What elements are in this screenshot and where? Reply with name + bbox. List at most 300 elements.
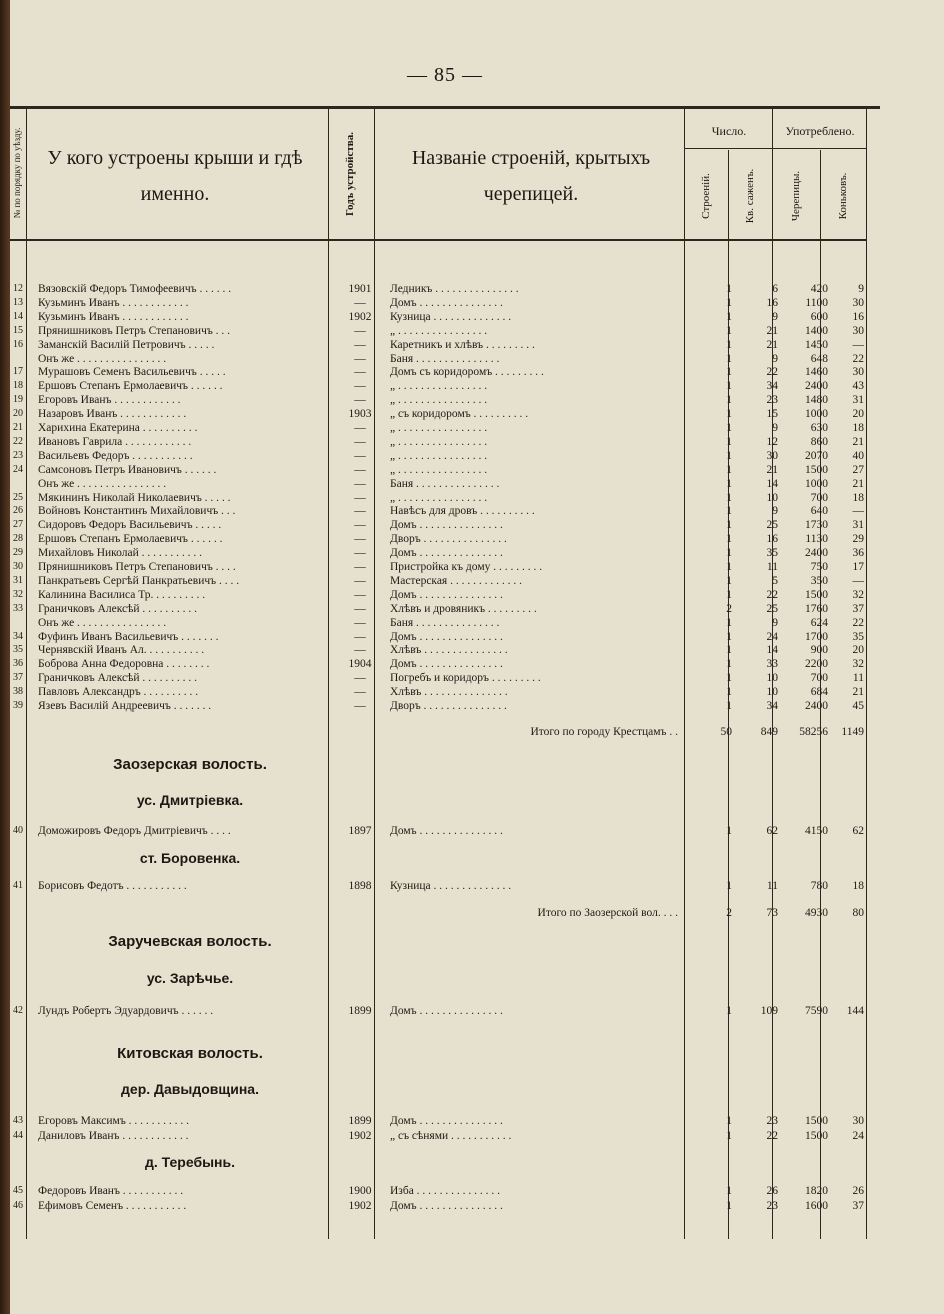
cell-n4: 20 xyxy=(852,408,864,421)
total-label: Итого по Заозерской вол. . . . xyxy=(537,907,678,919)
cell-n3: 860 xyxy=(810,435,828,448)
cell-n4: 30 xyxy=(852,296,864,309)
cell-n3: 2070 xyxy=(805,449,828,462)
total-n3: 4930 xyxy=(805,907,828,919)
cell-name: Харихина Екатерина . . . . . . . . . . xyxy=(38,422,198,434)
cell-n1: 1 xyxy=(726,588,732,601)
cell-num: 29 xyxy=(13,547,23,559)
cell-year: — xyxy=(354,463,366,476)
cell-n1: 1 xyxy=(726,644,732,657)
cell-name: Заманскій Василій Петровичъ . . . . . xyxy=(38,338,215,351)
page-number: — 85 — xyxy=(407,64,483,86)
cell-n2: 35 xyxy=(766,547,778,560)
cell-n1: 1 xyxy=(726,366,732,379)
cell-bld: Каретникъ и хлѣвъ . . . . . . . . . xyxy=(390,338,535,351)
table-row xyxy=(10,310,880,324)
table-row: 44 Даниловъ Иванъ . . . . . . . . . . . . 1902 „ съ сѣнями . . . . . . . . . . . 1 22 1500 24 xyxy=(13,1130,864,1142)
table-row xyxy=(10,671,880,685)
cell-n2: 9 xyxy=(772,352,778,365)
cell-year: — xyxy=(354,533,366,546)
cell-bld: Мастерская . . . . . . . . . . . . . xyxy=(390,574,522,587)
cell-n2: 22 xyxy=(766,588,778,601)
cell-name: Фуфинъ Иванъ Васильевичъ . . . . . . . xyxy=(38,630,219,643)
header-year: Годъ устройства. xyxy=(344,132,356,216)
cell-n1: 1 xyxy=(726,449,732,462)
cell-n3: 1460 xyxy=(805,366,828,379)
cell-n2: 25 xyxy=(766,602,778,615)
cell-num: 34 xyxy=(13,630,23,642)
cell-n2: 5 xyxy=(772,574,778,587)
header-owner: У кого устроены крыши и гдѣ именно. xyxy=(47,147,303,205)
cell-n3: 420 xyxy=(810,283,828,295)
table-row xyxy=(10,574,880,588)
cell-n3: 600 xyxy=(810,310,828,323)
total-zaozer-row xyxy=(10,907,880,923)
cell-n2: 10 xyxy=(766,491,778,504)
cell-n4: 22 xyxy=(852,352,864,365)
cell-n2: 24 xyxy=(766,630,778,643)
cell-num: 12 xyxy=(13,283,23,294)
cell-n2: 6 xyxy=(772,283,778,295)
total-city-row xyxy=(10,726,880,742)
section-kitovskaya: Китовская волость. xyxy=(117,1045,263,1062)
cell-n4: 27 xyxy=(852,463,864,476)
table-row xyxy=(10,532,880,546)
cell-n2: 21 xyxy=(766,463,778,476)
cell-year: — xyxy=(354,686,366,699)
cell-n3: 2400 xyxy=(805,700,828,712)
cell-n4: — xyxy=(852,574,864,587)
cell-n2: 12 xyxy=(766,435,778,448)
cell-n1: 1 xyxy=(726,352,732,365)
cell-n1: 1 xyxy=(726,519,732,532)
cell-n2: 15 xyxy=(766,408,778,421)
cell-name: Чернявскій Иванъ Ал. . . . . . . . . . . xyxy=(38,644,205,657)
cell-n3: 1480 xyxy=(805,394,828,407)
cell-year: — xyxy=(354,435,366,448)
cell-num: 27 xyxy=(13,519,23,531)
cell-year: — xyxy=(354,380,366,393)
cell-n3: 750 xyxy=(810,561,828,573)
cell-bld: „ съ коридоромъ . . . . . . . . . . xyxy=(390,408,529,421)
cell-bld: Навѣсъ для дровъ . . . . . . . . . . xyxy=(390,505,535,518)
cell-n1: 1 xyxy=(726,380,732,393)
cell-name: Кузьминъ Иванъ . . . . . . . . . . . . xyxy=(38,310,189,323)
total-n1: 50 xyxy=(720,726,732,738)
table-row xyxy=(10,449,880,463)
cell-n1: 1 xyxy=(726,533,732,546)
cell-n4: 32 xyxy=(852,658,864,671)
cell-n4: 22 xyxy=(852,616,864,629)
cell-num: 18 xyxy=(13,380,23,392)
cell-n2: 14 xyxy=(766,477,778,490)
cell-bld: Домъ . . . . . . . . . . . . . . . xyxy=(390,296,503,309)
total-n4: 80 xyxy=(852,907,864,919)
cell-year: — xyxy=(354,588,366,601)
cell-name: Язевъ Василій Андреевичъ . . . . . . . xyxy=(38,700,212,712)
header-top-rule xyxy=(10,106,880,109)
cell-n2: 21 xyxy=(766,324,778,337)
cell-n1: 1 xyxy=(726,672,732,685)
table-row xyxy=(10,643,880,657)
cell-name: Прянишниковъ Петръ Степановичъ . . . xyxy=(38,324,231,337)
cell-n3: 350 xyxy=(810,574,828,587)
cell-n2: 14 xyxy=(766,644,778,657)
cell-bld: Хлѣвъ . . . . . . . . . . . . . . . xyxy=(390,686,508,699)
cell-n3: 2200 xyxy=(805,658,828,671)
cell-n1: 1 xyxy=(726,574,732,587)
cell-bld: „ . . . . . . . . . . . . . . . . xyxy=(390,491,488,504)
table-row xyxy=(10,657,880,671)
cell-year: — xyxy=(354,296,366,309)
table-row xyxy=(10,588,880,602)
cell-bld: Домъ . . . . . . . . . . . . . . . xyxy=(390,519,503,532)
header-side-label: № по порядку по уѣзду. xyxy=(12,127,22,219)
cell-year: — xyxy=(354,422,366,434)
cell-name: Сидоровъ Федоръ Васильевичъ . . . . . xyxy=(38,519,222,532)
header-used-group: Употреблено. xyxy=(785,124,855,138)
table-row xyxy=(10,365,880,379)
cell-name: Назаровъ Иванъ . . . . . . . . . . . . xyxy=(38,408,187,421)
cell-bld: Хлѣвъ . . . . . . . . . . . . . . . xyxy=(390,644,508,657)
table-row xyxy=(10,352,880,366)
table-row xyxy=(10,616,880,630)
cell-year: — xyxy=(354,324,366,337)
section-zarechye: ус. Зарѣчье. xyxy=(146,970,234,986)
cell-num: 37 xyxy=(13,672,23,684)
cell-n4: 37 xyxy=(852,602,864,615)
section-zaozerskaya: Заозерская волость. xyxy=(113,756,267,773)
table-row: 45 Федоровъ Иванъ . . . . . . . . . . . 1900 Изба . . . . . . . . . . . . . . . 1 26 1820 26 xyxy=(13,1185,864,1197)
cell-n1: 1 xyxy=(726,616,732,629)
cell-n1: 1 xyxy=(726,491,732,504)
cell-num: 22 xyxy=(13,435,23,447)
cell-name: Граничковъ Алексѣй . . . . . . . . . . xyxy=(38,672,198,685)
header-col-sazhen: Кв. саженъ. xyxy=(744,168,756,224)
cell-year: — xyxy=(354,574,366,587)
cell-num: 21 xyxy=(13,422,23,433)
table-row: 43 Егоровъ Максимъ . . . . . . . . . . . 1899 Домъ . . . . . . . . . . . . . . . 1 23 1500 30 xyxy=(13,1115,864,1127)
cell-bld: Дворъ . . . . . . . . . . . . . . . xyxy=(390,533,507,546)
cell-n3: 2400 xyxy=(805,380,828,393)
table-row xyxy=(10,435,880,449)
cell-name: Онъ же . . . . . . . . . . . . . . . . xyxy=(38,352,167,365)
cell-num: 31 xyxy=(13,574,23,586)
table-row: 41 Борисовъ Федотъ . . . . . . . . . . . 1898 Кузница . . . . . . . . . . . . . . 1 11 780 18 xyxy=(13,880,864,892)
cell-num: 16 xyxy=(13,338,23,350)
cell-n2: 30 xyxy=(766,449,778,462)
cell-year: — xyxy=(354,505,366,518)
header-col-buildings: Строеній. xyxy=(700,173,712,219)
cell-name: Васильевъ Федоръ . . . . . . . . . . . xyxy=(38,449,193,462)
cell-bld: Кузница . . . . . . . . . . . . . . xyxy=(390,310,512,323)
cell-year: 1903 xyxy=(348,408,372,421)
cell-bld: Пристройка къ дому . . . . . . . . . xyxy=(390,561,543,573)
cell-bld: Хлѣвъ и дровяникъ . . . . . . . . . xyxy=(390,602,537,615)
cell-name: Павловъ Александръ . . . . . . . . . . xyxy=(38,686,199,699)
cell-bld: Домъ . . . . . . . . . . . . . . . xyxy=(390,588,503,601)
cell-n3: 700 xyxy=(810,491,828,504)
cell-name: Ивановъ Гаврила . . . . . . . . . . . . xyxy=(38,435,192,448)
cell-n1: 1 xyxy=(726,463,732,476)
cell-bld: „ . . . . . . . . . . . . . . . . xyxy=(390,463,488,476)
cell-bld: Домъ съ коридоромъ . . . . . . . . . xyxy=(390,366,544,379)
cell-n2: 9 xyxy=(772,310,778,323)
cell-n3: 1730 xyxy=(805,519,828,532)
cell-n4: 32 xyxy=(852,588,864,601)
section-zaruchevskaya: Заручевская волость. xyxy=(108,933,272,950)
cell-bld: Баня . . . . . . . . . . . . . . . xyxy=(390,477,500,490)
cell-bld: „ . . . . . . . . . . . . . . . . xyxy=(390,449,488,462)
cell-n4: 40 xyxy=(852,449,864,462)
cell-n4: 31 xyxy=(852,519,864,532)
cell-n1: 1 xyxy=(726,630,732,643)
table-row: 42 Лундъ Робертъ Эдуардовичъ . . . . . . 1899 Домъ . . . . . . . . . . . . . . . 1 109 7590 144 xyxy=(13,1005,864,1017)
cell-n2: 16 xyxy=(766,533,778,546)
cell-year: — xyxy=(354,449,366,462)
cell-n3: 1130 xyxy=(805,533,828,546)
table-row xyxy=(10,699,880,713)
cell-year: 1901 xyxy=(348,283,372,295)
table-row xyxy=(10,518,880,532)
cell-n3: 1400 xyxy=(805,324,828,337)
cell-bld: Погребъ и коридоръ . . . . . . . . . xyxy=(390,672,541,685)
table-row xyxy=(10,338,880,352)
cell-num: 17 xyxy=(13,366,23,378)
cell-n2: 9 xyxy=(772,505,778,518)
cell-n3: 630 xyxy=(810,422,828,434)
cell-n2: 9 xyxy=(772,422,778,434)
cell-n1: 2 xyxy=(726,602,732,615)
cell-n2: 34 xyxy=(766,380,778,393)
cell-n1: 1 xyxy=(726,477,732,490)
page xyxy=(10,0,944,1314)
cell-year: — xyxy=(354,519,366,532)
cell-name: Войновъ Константинъ Михайловичъ . . . xyxy=(38,505,236,518)
total-label: Итого по городу Крестцамъ . . xyxy=(530,726,678,738)
cell-n4: 29 xyxy=(852,533,864,546)
cell-n4: 16 xyxy=(852,310,864,323)
cell-n4: 43 xyxy=(852,380,864,393)
cell-year: — xyxy=(354,394,366,407)
cell-n1: 1 xyxy=(726,408,732,421)
table-row xyxy=(10,393,880,407)
total-n4: 1149 xyxy=(841,726,864,738)
cell-n4: 18 xyxy=(852,491,864,504)
table-row xyxy=(10,421,880,435)
table-row: 40 Доможировъ Федоръ Дмитріевичъ . . . . 1897 Домъ . . . . . . . . . . . . . . . 1 62 4150 62 xyxy=(13,825,864,837)
cell-name: Егоровъ Иванъ . . . . . . . . . . . . xyxy=(38,394,181,407)
cell-year: — xyxy=(354,672,366,685)
cell-n3: 900 xyxy=(810,644,828,657)
cell-num: 36 xyxy=(13,658,23,670)
cell-n3: 1760 xyxy=(805,602,828,615)
cell-n4: 36 xyxy=(852,547,864,560)
cell-bld: Ледникъ . . . . . . . . . . . . . . . xyxy=(390,283,519,295)
cell-n2: 34 xyxy=(766,700,778,712)
cell-num: 24 xyxy=(13,463,23,475)
section-davydovshchina: дер. Давыдовщина. xyxy=(121,1081,259,1097)
section-terebyn: д. Теребынь. xyxy=(144,1154,235,1170)
cell-num: 13 xyxy=(13,296,23,308)
cell-num: 33 xyxy=(13,602,23,614)
cell-num: 25 xyxy=(13,491,23,503)
cell-n3: 1500 xyxy=(805,588,828,601)
cell-name: Самсоновъ Петръ Ивановичъ . . . . . . xyxy=(38,463,217,476)
cell-year: — xyxy=(354,338,366,351)
cell-n4: 17 xyxy=(852,561,864,573)
cell-n1: 1 xyxy=(726,686,732,699)
cell-n1: 1 xyxy=(726,394,732,407)
cell-name: Граничковъ Алексѣй . . . . . . . . . . xyxy=(38,602,198,615)
cell-n4: — xyxy=(852,505,864,518)
cell-bld: „ . . . . . . . . . . . . . . . . xyxy=(390,380,488,393)
cell-name: Панкратьевъ Сергѣй Панкратьевичъ . . . . xyxy=(38,574,240,587)
table-row xyxy=(10,602,880,616)
table-row xyxy=(10,463,880,477)
cell-num: 39 xyxy=(13,700,23,711)
table-row xyxy=(10,379,880,393)
cell-n4: 21 xyxy=(852,435,864,448)
total-n2: 73 xyxy=(766,907,778,919)
cell-num: 20 xyxy=(13,408,23,420)
cell-n1: 1 xyxy=(726,435,732,448)
cell-n3: 1700 xyxy=(805,630,828,643)
header-count-group: Число. xyxy=(711,124,747,138)
cell-year: — xyxy=(354,616,366,629)
cell-n3: 2400 xyxy=(805,547,828,560)
cell-n4: — xyxy=(852,338,864,351)
cell-n1: 1 xyxy=(726,547,732,560)
table-row xyxy=(10,324,880,338)
cell-n4: 30 xyxy=(852,366,864,379)
cell-year: — xyxy=(354,561,366,573)
cell-n2: 10 xyxy=(766,672,778,685)
cell-name: Ершовъ Степанъ Ермолаевичъ . . . . . . xyxy=(38,533,223,546)
table-row xyxy=(10,491,880,505)
cell-year: 1902 xyxy=(348,310,372,323)
cell-name: Михайловъ Николай . . . . . . . . . . . xyxy=(38,547,202,560)
cell-year: — xyxy=(354,700,366,712)
cell-n2: 25 xyxy=(766,519,778,532)
total-n2: 849 xyxy=(760,726,778,738)
total-n3: 58256 xyxy=(799,726,828,738)
cell-n3: 1100 xyxy=(805,296,828,309)
section-borovenka: ст. Боровенка. xyxy=(139,850,241,866)
cell-n1: 1 xyxy=(726,561,732,573)
cell-n4: 45 xyxy=(852,700,864,712)
cell-num: 35 xyxy=(13,644,23,656)
cell-n3: 648 xyxy=(810,352,828,365)
table-row xyxy=(10,407,880,421)
cell-n3: 1000 xyxy=(805,408,828,421)
header-col-tiles: Черепицы. xyxy=(790,170,802,222)
cell-n4: 30 xyxy=(852,324,864,337)
cell-name: Ершовъ Степанъ Ермолаевичъ . . . . . . xyxy=(38,380,223,393)
cell-name: Кузьминъ Иванъ . . . . . . . . . . . . xyxy=(38,296,189,309)
cell-n1: 1 xyxy=(726,310,732,323)
cell-num: 38 xyxy=(13,686,23,698)
cell-n1: 1 xyxy=(726,658,732,671)
cell-bld: Домъ . . . . . . . . . . . . . . . xyxy=(390,658,503,671)
cell-year: — xyxy=(354,366,366,379)
cell-year: 1904 xyxy=(348,658,372,671)
cell-n2: 22 xyxy=(766,366,778,379)
cell-year: — xyxy=(354,644,366,657)
cell-num: 19 xyxy=(13,394,23,406)
cell-n2: 11 xyxy=(766,561,778,573)
cell-year: — xyxy=(354,547,366,560)
table-row xyxy=(10,296,880,310)
cell-year: — xyxy=(354,630,366,643)
cell-n2: 33 xyxy=(766,658,778,671)
cell-n2: 23 xyxy=(766,394,778,407)
cell-name: Мякининъ Николай Николаевичъ . . . . . xyxy=(38,491,231,504)
cell-name: Онъ же . . . . . . . . . . . . . . . . xyxy=(38,477,167,490)
cell-n4: 11 xyxy=(852,672,864,685)
cell-bld: „ . . . . . . . . . . . . . . . . xyxy=(390,435,488,448)
cell-bld: Домъ . . . . . . . . . . . . . . . xyxy=(390,630,503,643)
cell-num: 32 xyxy=(13,588,23,600)
cell-n3: 684 xyxy=(810,686,828,699)
cell-n1: 1 xyxy=(726,338,732,351)
cell-n4: 9 xyxy=(858,283,864,295)
table-row xyxy=(10,546,880,560)
cell-name: Боброва Анна Федоровна . . . . . . . . xyxy=(38,658,210,671)
cell-n4: 21 xyxy=(852,686,864,699)
header-building: Названіе строеній, крытыхъ черепицей. xyxy=(411,147,651,205)
cell-n1: 1 xyxy=(726,296,732,309)
header-col-ridges: Коньковъ. xyxy=(837,172,849,220)
section-dmitrievka: ус. Дмитріевка. xyxy=(136,792,244,808)
cell-num: 23 xyxy=(13,449,23,461)
table-row xyxy=(10,630,880,644)
cell-n4: 20 xyxy=(852,644,864,657)
cell-num: 30 xyxy=(13,561,23,572)
table-row xyxy=(10,685,880,699)
cell-n1: 1 xyxy=(726,700,732,712)
cell-bld: „ . . . . . . . . . . . . . . . . xyxy=(390,394,488,407)
cell-bld: „ . . . . . . . . . . . . . . . . xyxy=(390,422,488,434)
cell-name: Калинина Василиса Тр. . . . . . . . . . xyxy=(38,588,206,601)
cell-num: 26 xyxy=(13,505,23,517)
cell-name: Мурашовъ Семенъ Васильевичъ . . . . . xyxy=(38,366,226,379)
cell-n2: 21 xyxy=(766,338,778,351)
table-row xyxy=(10,560,880,574)
cell-n1: 1 xyxy=(726,422,732,434)
cell-bld: Домъ . . . . . . . . . . . . . . . xyxy=(390,547,503,560)
table-row xyxy=(10,282,880,296)
table-row xyxy=(10,504,880,518)
cell-year: — xyxy=(354,491,366,504)
cell-n1: 1 xyxy=(726,283,732,295)
cell-bld: „ . . . . . . . . . . . . . . . . xyxy=(390,324,488,337)
cell-n4: 31 xyxy=(852,394,864,407)
header-bottom-rule xyxy=(10,239,866,241)
cell-n3: 640 xyxy=(810,505,828,518)
cell-bld: Баня . . . . . . . . . . . . . . . xyxy=(390,352,500,365)
table-row: 46 Ефимовъ Семенъ . . . . . . . . . . . 1902 Домъ . . . . . . . . . . . . . . . 1 23 1600 37 xyxy=(13,1200,864,1212)
cell-year: — xyxy=(354,352,366,365)
cell-n3: 1450 xyxy=(805,338,828,351)
cell-n4: 35 xyxy=(852,630,864,643)
cell-n2: 9 xyxy=(772,616,778,629)
cell-year: — xyxy=(354,477,366,490)
cell-n4: 18 xyxy=(852,422,864,434)
cell-n3: 624 xyxy=(810,616,828,629)
cell-n1: 1 xyxy=(726,505,732,518)
cell-num: 15 xyxy=(13,324,23,336)
